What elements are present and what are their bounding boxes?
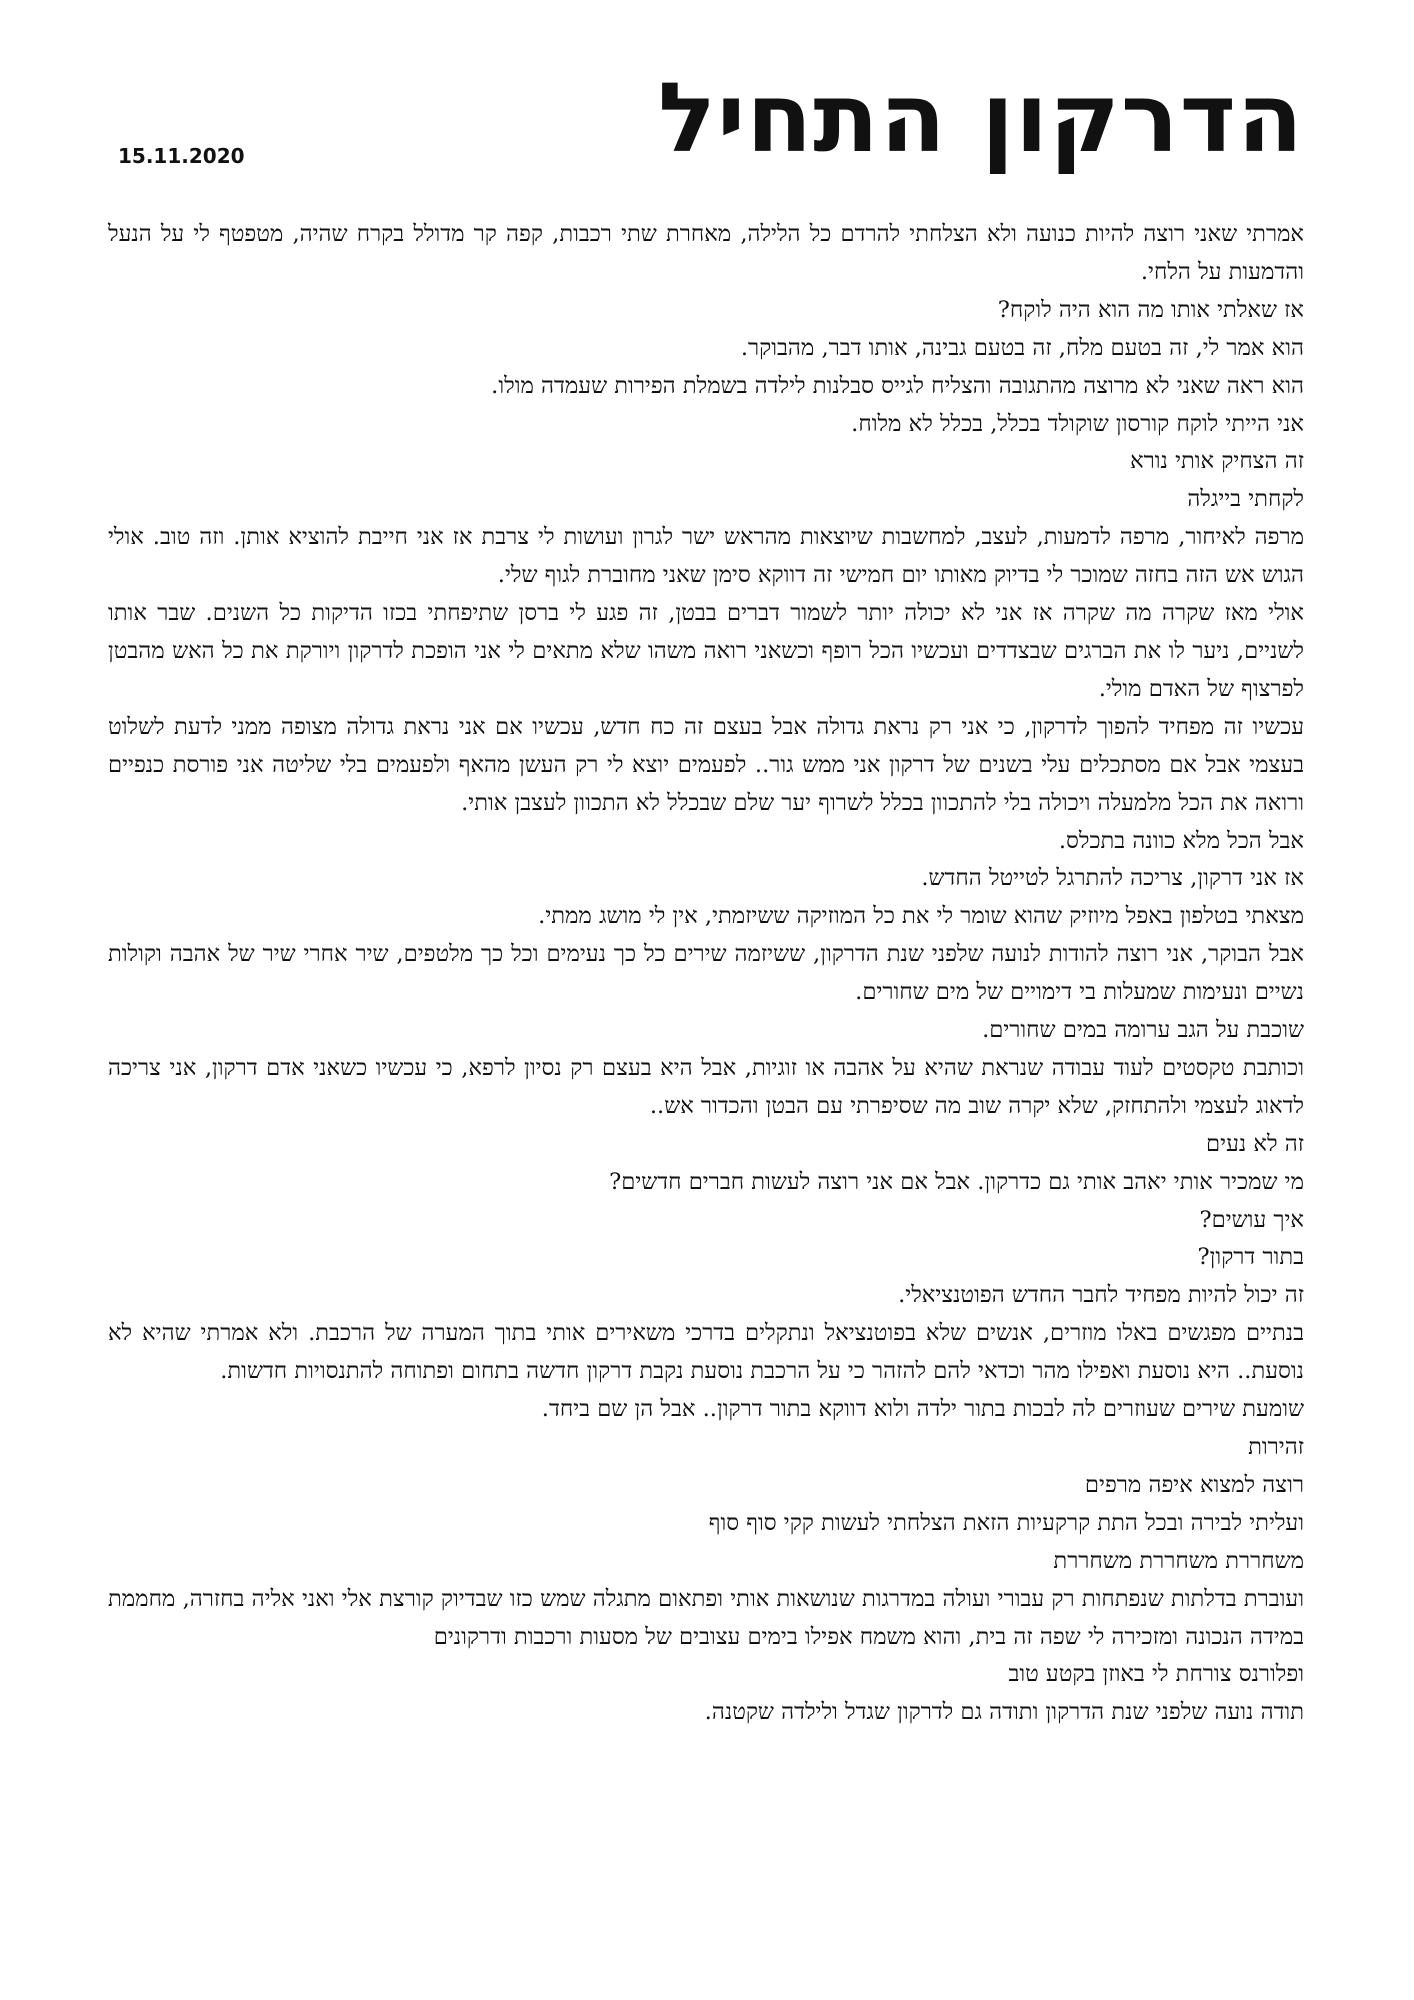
paragraph: זה יכול להיות מפחיד לחבר החדש הפוטנציאלי. [898, 1282, 1304, 1309]
paragraph: שוכבת על הגב ערומה במים שחורים. [982, 1017, 1304, 1044]
paragraph: זהירות [1248, 1434, 1304, 1460]
paragraph: בתור דרקון? [1197, 1244, 1304, 1271]
paragraph: שומעת שירים שעוזרים לה לבכות בתור ילדה ולוא דווקא בתור דרקון.. אבל הן שם ביחד. [541, 1396, 1304, 1423]
paragraph: אז שאלתי אותו מה הוא היה לוקח? [997, 296, 1304, 323]
paragraph: רוצה למצוא איפה מרפים [1084, 1471, 1304, 1498]
paragraph: אמרתי שאני רוצה להיות כנועה ולא הצלחתי להרדם כל הלילה, מאחרת שתי רכבות, קפה קר מדולל בקרח שהיה, מטפטף לי על הנעל והדמעות על הלחי. [108, 221, 1304, 285]
document-title: הדרקון התחיל [657, 62, 1304, 174]
paragraph: מצאתי בטלפון באפל מיוזיק שהוא שומר לי את כל המוזיקה ששיזמתי, אין לי מושג ממתי. [538, 903, 1304, 930]
paragraph: עכשיו זה מפחיד להפוך לדרקון, כי אני רק נראת גדולה אבל בעצם זה כח חדש, עכשיו אם אני נראת גדולה מצופה ממני לדעת לשלוט בעצמי אבל אם מסתכלים עלי בשנים של דרקון אני ממש גור.. לפעמים יוצא לי רק העשן מהאף ולפעמים בלי שליטה אני פורסת כנפיים ורואה את הכל מלמעלה ויכולה בלי להתכוון בכלל לשרוף יער שלם שבכלל לא התכוון לעצבן אותי. [108, 713, 1304, 816]
paragraph: מי שמכיר אותי יאהב אותי גם כדרקון. אבל אם אני רוצה לעשות חברים חדשים? [609, 1168, 1304, 1195]
paragraph: אולי מאז שקרה מה שקרה אז אני לא יכולה יותר לשמור דברים בבטן, זה פגע לי ברסן שתיפחתי בכזו הדיקות כל השנים. שבר אותו לשניים, ניער לו את הברגים שבצדדים ועכשיו הכל רופף וכשאני רואה משהו שלא מתאים לי אני הופכת לדרקון ויורקת את כל האש מהבטן לפרצוף של האדם מולי. [108, 600, 1304, 702]
paragraph: זה לא נעים [1206, 1130, 1304, 1157]
paragraph: אבל הכל מלא כוונה בתכלס. [1058, 827, 1304, 854]
paragraph: הוא אמר לי, זה בטעם מלח, זה בטעם גבינה, אותו דבר, מהבוקר. [740, 334, 1304, 361]
paragraph: תודה נועה שלפני שנת הדרקון ותודה גם לדרקון שגדל ולילדה שקטנה. [704, 1699, 1304, 1726]
paragraph: אבל הבוקר, אני רוצה להודות לנועה שלפני שנת הדרקון, ששיזמה שירים כל כך נעימים וכל כך מלטפים, שיר אחרי שיר של אהבה וקולות נשיים ונעימות שמעלות בי דימויים של מים שחורים. [108, 941, 1304, 1006]
paragraph: וכותבת טקסטים לעוד עבודה שנראת שהיא על אהבה או זוגיות, אבל היא בעצם רק נסיון לרפא, כי עכשיו כשאני אדם דרקון, אני צריכה לדאוג לעצמי ולהתחזק, שלא יקרה שוב מה שסיפרתי עם הבטן והכדור אש.. [108, 1054, 1304, 1119]
paragraph: זה הצחיק אותי נורא [1130, 448, 1304, 475]
paragraph: אני הייתי לוקח קורסון שוקולד בכלל, בכלל לא מלוח. [851, 410, 1304, 437]
document-date: 15.11.2020 [118, 144, 245, 168]
paragraph: משחררת משחררת משחררת [1053, 1547, 1304, 1574]
paragraph: מרפה לאיחור, מרפה לדמעות, לעצב, למחשבות שיוצאות מהראש ישר לגרון ועושות לי צרבת אז אני חייבת להוציא אותן. וזה טוב. אולי הגוש אש הזה בחזה שמוכר לי בדיוק מאותו יום חמישי זה דווקא סימן שאני מחוברת לגוף שלי. [108, 524, 1304, 589]
paragraph: איך עושים? [1199, 1206, 1304, 1233]
document-body [108, 216, 1304, 1732]
paragraph: אז אני דרקון, צריכה להתרגל לטייטל החדש. [921, 865, 1304, 892]
paragraph: לקחתי בייגלה [1187, 486, 1304, 513]
paragraph: ועליתי לבירה ובכל התת קרקעיות הזאת הצלחתי לעשות קקי סוף סוף [708, 1509, 1304, 1536]
paragraph: ופלורנס צורחת לי באוזן בקטע טוב [1008, 1661, 1304, 1688]
paragraph: בנתיים מפגשים באלו מוזרים, אנשים שלא בפוטנציאל ונתקלים בדרכי משאירים אותי בתוך המערה של הרכבת. ולא אמרתי שהיא לא נוסעת.. היא נוסעת ואפילו מהר וכדאי להם להזהר כי על הרכבת נוסעת נקבת דרקון חדשה בתחום ופתוחה להתנסויות חדשות. [108, 1320, 1304, 1385]
paragraph: הוא ראה שאני לא מרוצה מהתגובה והצליח לגייס סבלנות לילדה בשמלת הפירות שעמדה מולו. [491, 372, 1304, 399]
paragraph: ועוברת בדלתות שנפתחות רק עבורי ועולה במדרגות שנושאות אותי ופתאום מתגלה שמש כזו שבדיוק קורצת אלי ואני אליה בחזרה, מחממת במידה הנכונה ומזכירה לי שפה זה בית, והוא משמח אפילו בימים עצובים של מסעות ורכבות ודרקונים [108, 1585, 1304, 1650]
